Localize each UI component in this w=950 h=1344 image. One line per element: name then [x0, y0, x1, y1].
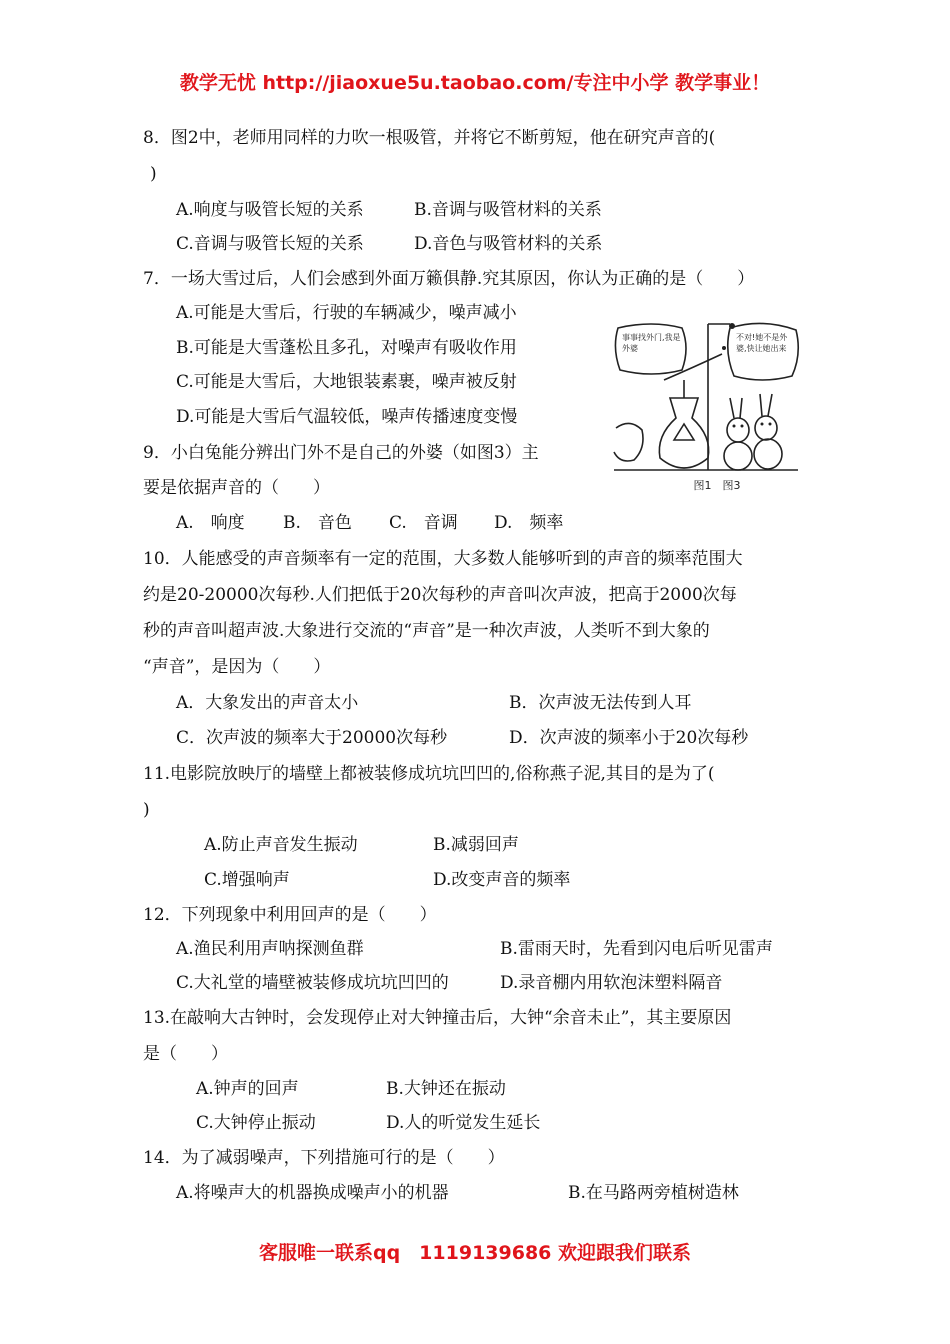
q10-line-3: 秒的声音叫超声波.大象进行交流的“声音”是一种次声波，人类听不到大象的: [143, 621, 710, 641]
q7-option-b: B.可能是大雪蓬松且多孔，对噪声有吸收作用: [176, 338, 517, 358]
figure-bell-jar-rabbits: [612, 318, 800, 500]
q8-option-c: C.音调与吸管长短的关系: [176, 234, 364, 254]
q7-option-c: C.可能是大雪后，大地银装素裹，噪声被反射: [176, 372, 517, 392]
q12-option-d: D.录音棚内用软泡沫塑料隔音: [500, 973, 723, 993]
q10-line-2: 约是20-20000次每秒.人们把低于20次每秒的声音叫次声波，把高于2000次每: [143, 585, 737, 605]
q11-option-d: D.改变声音的频率: [433, 870, 571, 890]
q14-option-b: B.在马路两旁植树造林: [568, 1183, 739, 1203]
q8-option-d: D.音色与吸管材料的关系: [414, 234, 603, 254]
figure-bubble-right: 不对!她不是外婆,快让她出来: [736, 333, 788, 353]
figure-caption: 图1 图3: [693, 479, 741, 492]
q8-option-a: A.响度与吸管长短的关系: [176, 200, 364, 220]
q7-option-d: D.可能是大雪后气温较低，噪声传播速度变慢: [176, 407, 518, 427]
q12-option-c: C.大礼堂的墙壁被装修成坑坑凹凹的: [176, 973, 449, 993]
q7-stem: 7．一场大雪过后，人们会感到外面万籁俱静.究其原因，你认为正确的是（ ）: [143, 269, 755, 289]
q9-stem-cont: 要是依据声音的（ ）: [143, 478, 330, 498]
q10-option-c: C．次声波的频率大于20000次每秒: [176, 728, 448, 748]
q9-stem: 9．小白兔能分辨出门外不是自己的外婆（如图3）主: [143, 443, 539, 463]
q11-stem: 11.电影院放映厅的墙壁上都被装修成坑坑凹凹的,俗称燕子泥,其目的是为了(: [143, 764, 715, 784]
q11-stem-cont: ): [143, 800, 150, 820]
q13-option-d: D.人的听觉发生延长: [386, 1113, 541, 1133]
q14-stem: 14．为了减弱噪声，下列措施可行的是（ ）: [143, 1148, 505, 1168]
q13-option-b: B.大钟还在振动: [386, 1079, 506, 1099]
q11-option-a: A.防止声音发生振动: [204, 835, 358, 855]
footer-contact: 客服唯一联系qq 1119139686 欢迎跟我们联系: [258, 1242, 692, 1264]
q13-stem-cont: 是（ ）: [143, 1044, 228, 1064]
q12-stem: 12．下列现象中利用回声的是（ ）: [143, 905, 437, 925]
header-banner: 教学无忧 http://jiaoxue5u.taobao.com/专注中小学 教学事业！: [179, 72, 771, 94]
q9-option-a: A. 响度: [176, 513, 245, 533]
q9-option-b: B. 音色: [283, 513, 352, 533]
q14-option-a: A.将噪声大的机器换成噪声小的机器: [176, 1183, 449, 1203]
q8-stem: 8．图2中，老师用同样的力吹一根吸管，并将它不断剪短，他在研究声音的(: [143, 128, 716, 148]
q11-option-b: B.减弱回声: [433, 835, 519, 855]
q12-option-b: B.雷雨天时，先看到闪电后听见雷声: [500, 939, 773, 959]
q13-stem: 13.在敲响大古钟时，会发现停止对大钟撞击后，大钟“余音未止”，其主要原因: [143, 1008, 732, 1028]
q11-option-c: C.增强响声: [204, 870, 290, 890]
q10-option-d: D．次声波的频率小于20次每秒: [509, 728, 749, 748]
q10-option-b: B．次声波无法传到人耳: [509, 693, 692, 713]
figure-bubble-left: 事事找外门,我是外婆: [622, 333, 681, 353]
q10-option-a: A．大象发出的声音太小: [176, 693, 359, 713]
q13-option-c: C.大钟停止振动: [196, 1113, 316, 1133]
q12-option-a: A.渔民利用声呐探测鱼群: [176, 939, 364, 959]
q8-stem-cont: ): [150, 164, 157, 184]
q8-option-b: B.音调与吸管材料的关系: [414, 200, 602, 220]
q9-option-d: D. 频率: [494, 513, 564, 533]
q10-line-1: 10．人能感受的声音频率有一定的范围，大多数人能够听到的声音的频率范围大: [143, 549, 743, 569]
q9-option-c: C. 音调: [389, 513, 458, 533]
q7-option-a: A.可能是大雪后，行驶的车辆减少，噪声减小: [176, 303, 517, 323]
q10-line-4: “声音”，是因为（ ）: [143, 657, 331, 677]
q13-option-a: A.钟声的回声: [196, 1079, 299, 1099]
